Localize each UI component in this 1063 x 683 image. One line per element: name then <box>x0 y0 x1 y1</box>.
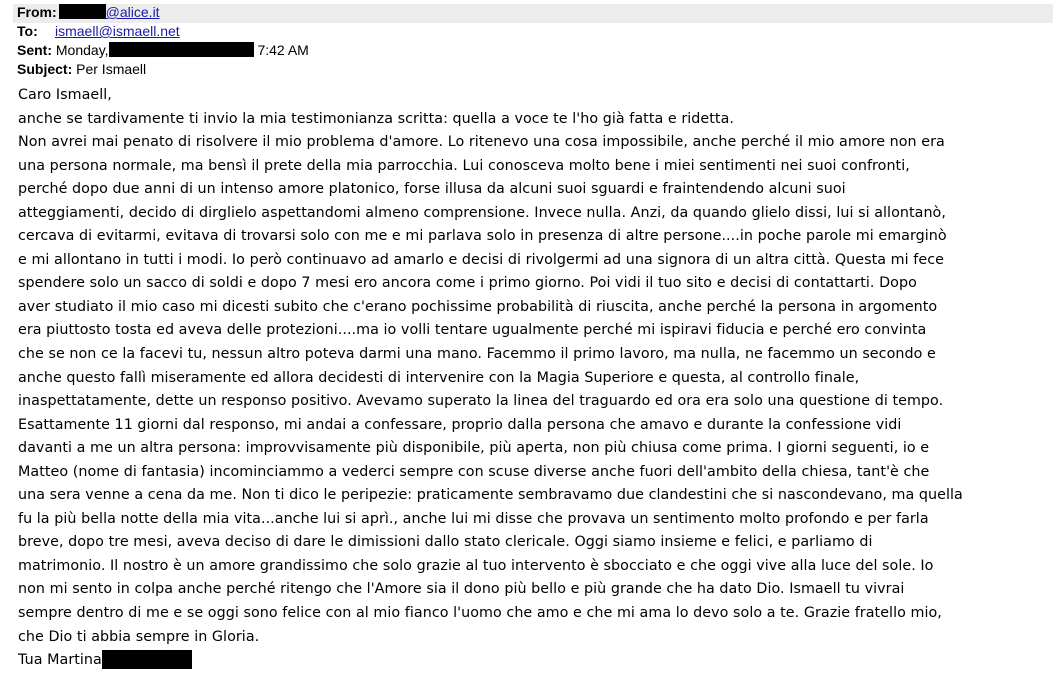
body-line: breve, dopo tre mesi, aveva deciso di dare le dimissioni dallo stato clericale. Oggi siamo insieme e felici, e parliamo di <box>18 534 873 551</box>
from-email-link[interactable]: @alice.it <box>105 4 160 20</box>
body-line: perché dopo due anni di un intenso amore platonico, forse illusa da alcuni suoi sguardi e fraintendendo alcuni suoi <box>18 181 846 198</box>
body-line: atteggiamenti, decido di dirglielo aspettandomi almeno comprensione. Invece nulla. Anzi, da quando glielo dissi, lui si allontanò, <box>18 204 946 221</box>
email-body <box>18 84 1058 673</box>
sent-time: 7:42 AM <box>257 42 309 58</box>
to-email-link[interactable]: ismaell@ismaell.net <box>55 23 180 39</box>
to-row <box>0 23 1063 42</box>
body-line: che Dio ti abbia sempre in Gloria. <box>18 628 260 645</box>
body-line: spendere solo un sacco di soldi e dopo 7 mesi ero ancora come i primo giorno. Poi vidi il tuo sito e decisi di contattarti. Dopo <box>18 275 917 292</box>
redaction-block <box>102 650 192 669</box>
body-line: cercava di evitarmi, evitava di trovarsi solo con me e mi parlava solo in presenza di altre persone....in poche parole mi emarginò <box>18 228 947 245</box>
signature: Tua Martina <box>18 652 102 669</box>
body-line: sempre dentro di me e se oggi sono felice con al mio fianco l'uomo che amo e che mi ama lo devo solo a te. Grazie fratello mio, <box>18 605 942 622</box>
body-line: Caro Ismaell, <box>18 87 112 103</box>
from-row <box>13 4 1053 23</box>
body-line: davanti a me un altra persona: improvvisamente più disponibile, più aperta, non più chiusa come prima. I giorni seguenti, io e <box>18 440 930 457</box>
body-line: aver studiato il mio caso mi dicesti subito che c'erano pochissime probabilità di riuscita, anche perché la persona in argomento <box>18 298 938 315</box>
subject-label: Subject: <box>17 61 73 77</box>
body-line: inaspettatamente, dette un responso positivo. Avevamo superato la linea del traguardo ed ora era solo una questione di tempo. <box>18 393 944 410</box>
body-line: una persona normale, ma bensì il prete della mia parrocchia. Lui conosceva molto bene i miei sentimenti nei suoi confronti, <box>18 157 910 174</box>
redaction-block <box>109 42 254 57</box>
sent-row <box>0 42 1063 61</box>
sent-date: Monday, <box>55 42 109 58</box>
body-line: fu la più bella notte della mia vita...anche lui si aprì., anche lui mi disse che provava un sentimento molto profondo e per farla <box>18 510 929 527</box>
from-label: From: <box>17 4 57 20</box>
signature-line <box>18 649 1058 673</box>
body-line: Esattamente 11 giorni dal responso, mi andai a confessare, proprio dalla persona che amavo e durante la confessione vidi <box>18 416 902 433</box>
body-line: non mi sento in colpa anche perché ritengo che l'Amore sia il dono più bello e più grande che ha dato Dio. Ismaell tu vivrai <box>18 581 905 598</box>
body-line: matrimonio. Il nostro è un amore grandissimo che solo grazie al tuo intervento è sbocciato e che oggi vive alla luce del sole. Io <box>18 557 934 574</box>
email-header <box>0 4 1063 80</box>
body-line: che se non ce la facevi tu, nessun altro poteva darmi una mano. Facemmo il primo lavoro, ma nulla, ne facemmo un secondo e <box>18 346 936 363</box>
body-line: e mi allontano in tutti i modi. Io però continuavo ad amarlo e decisi di rivolgermi ad una signora di un altra città. Questa mi fece <box>18 251 944 268</box>
redaction-block <box>59 4 106 19</box>
sent-label: Sent: <box>17 42 52 58</box>
body-line: anche questo fallì miseramente ed allora decidesti di intervenire con la Magia Superiore e questa, al controllo finale, <box>18 369 860 386</box>
body-line: anche se tardivamente ti invio la mia testimonianza scritta: quella a voce te l'ho già fatta e ridetta. <box>18 110 734 127</box>
body-line: una sera venne a cena da me. Non ti dico le peripezie: praticamente sembravamo due clandestini che si nascondevano, ma quella <box>18 487 963 504</box>
subject-row <box>0 61 1063 80</box>
subject-value: Per Ismaell <box>76 61 147 77</box>
body-line: Matteo (nome di fantasia) incominciammo a vederci sempre con scuse diverse anche fuori dell'ambito della chiesa, tant'è che <box>18 463 930 480</box>
body-line: Non avrei mai penato di risolvere il mio problema d'amore. Lo ritenevo una cosa impossibile, anche perché il mio amore non era <box>18 134 945 151</box>
to-label: To: <box>17 23 38 39</box>
body-line: era piuttosto tosta ed aveva delle protezioni....ma io volli tentare ugualmente perché mi ispiravi fiducia e perché ero convinta <box>18 322 927 339</box>
